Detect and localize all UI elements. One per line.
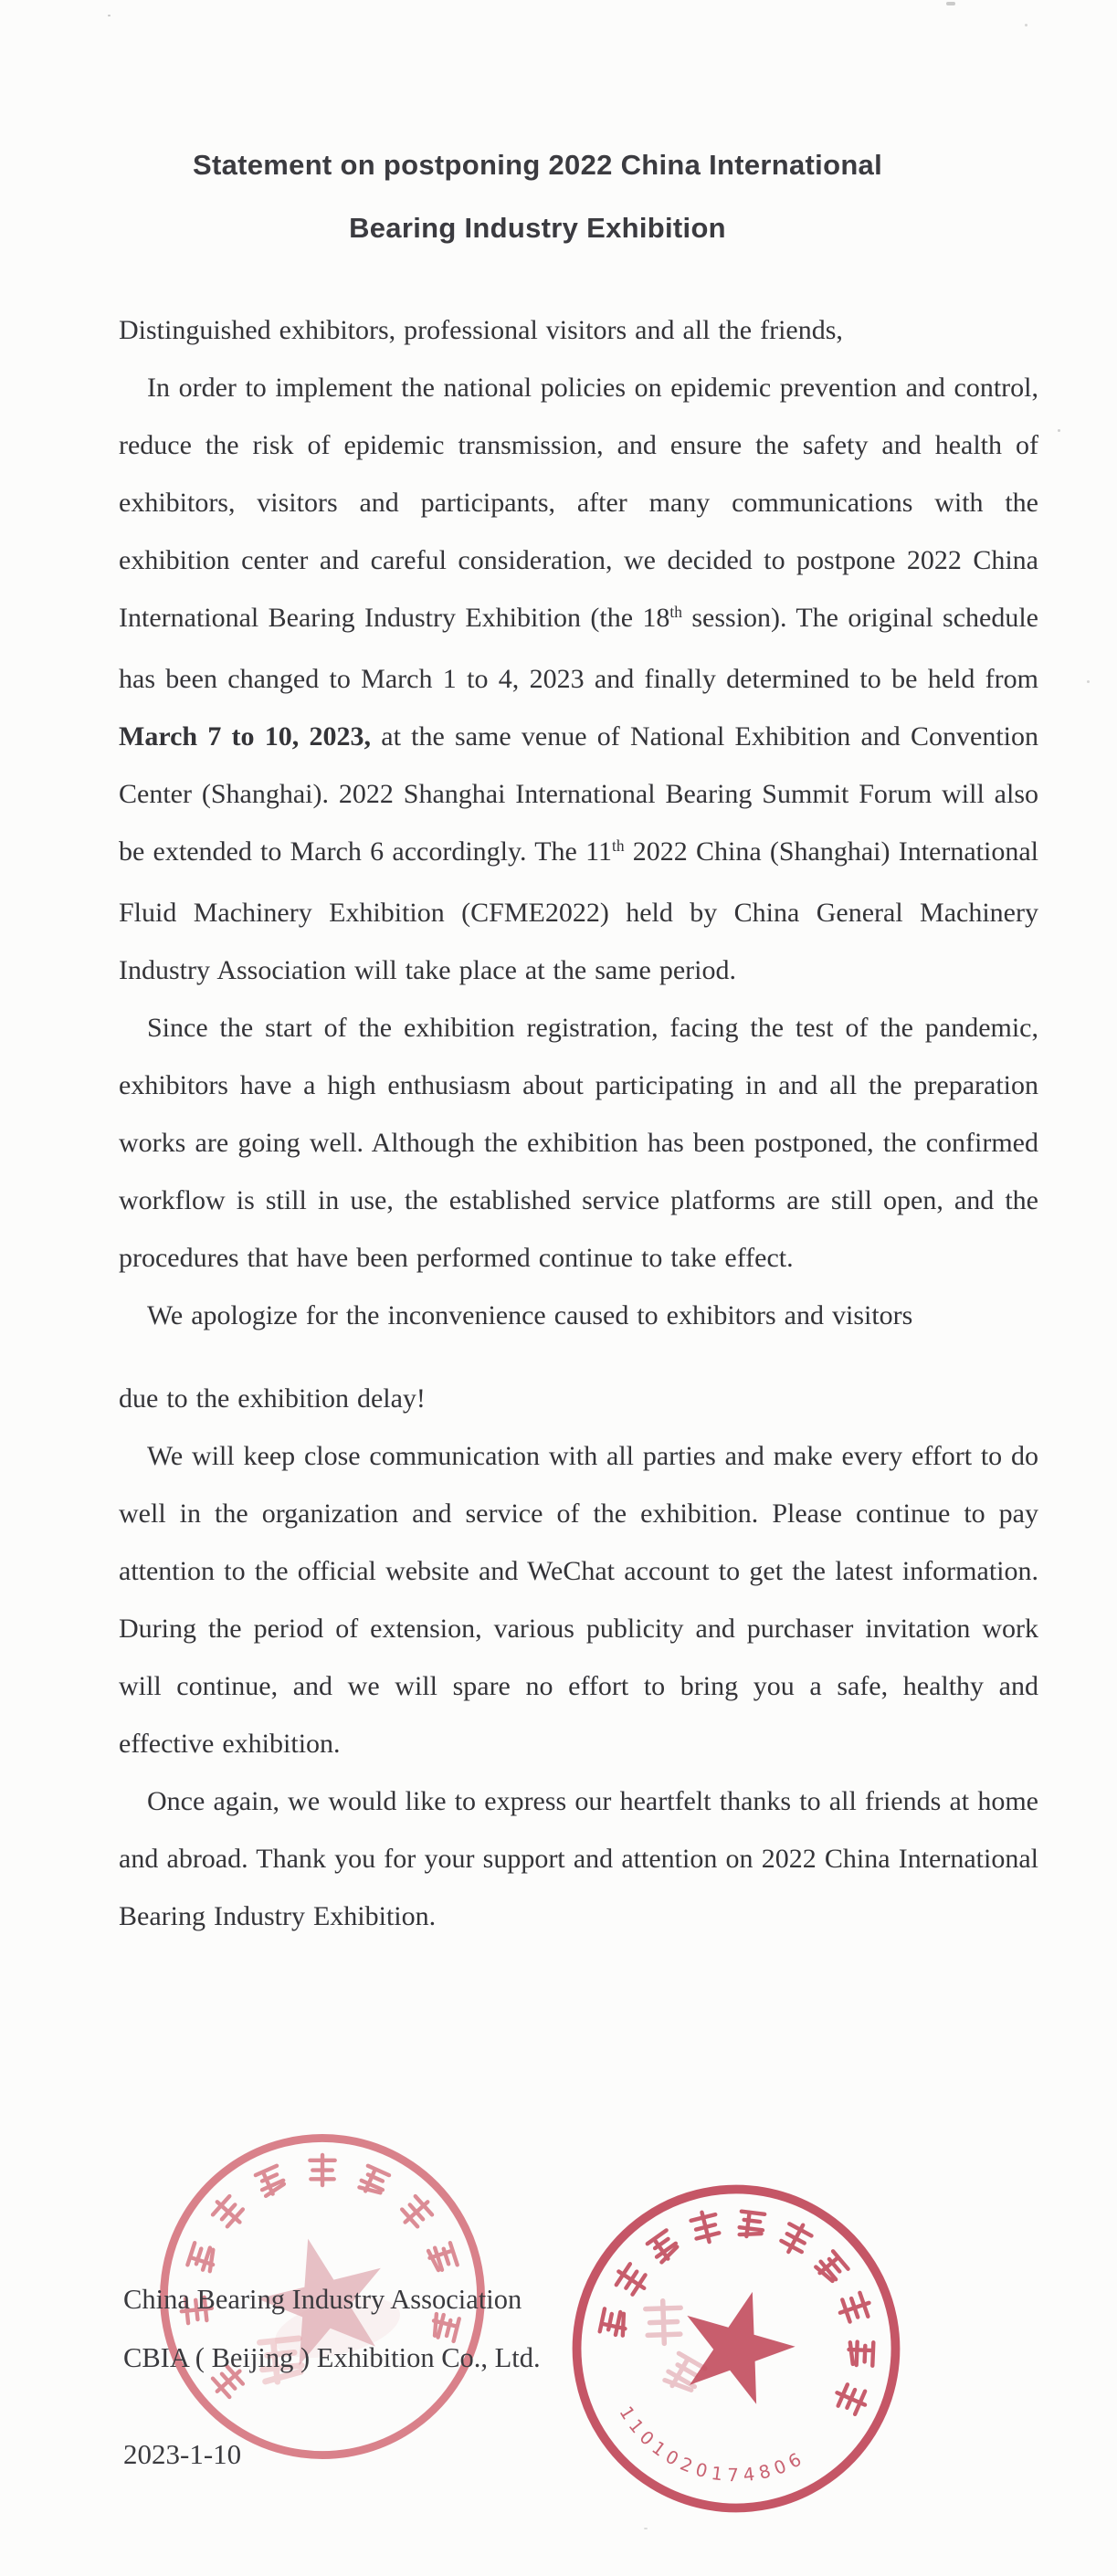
title-line-2: Bearing Industry Exhibition (349, 212, 726, 244)
scan-artifact (1025, 24, 1027, 26)
company-seal-stamp (557, 2170, 915, 2528)
paragraph-postponement (119, 359, 1038, 999)
text-segment: at the same venue of National Exhibition and Convention Center (Shanghai). 2022 Shanghai International Bearing Summit Forum will also be extended to March 6 accordingly. The 11 (119, 721, 1038, 867)
text-segment: Since the start of the exhibition registration, facing the test of the pandemic, exhibitors have a high enthusiasm about participating in and all the preparation works are going well. Although the exhibition has been postponed, the confirmed workflow is still in use, the established service platforms are still open, and the procedures that have been performed continue to take effect. (119, 1013, 1038, 1273)
stamp-serial-number: 1101020174806 (615, 2403, 810, 2487)
document-title (119, 133, 1038, 259)
text-segment: We apologize for the inconvenience caused to exhibitors and visitors (147, 1300, 913, 1330)
signature-company: CBIA ( Beijing ) Exhibition Co., Ltd. (123, 2342, 541, 2373)
paragraph-thanks (119, 1772, 1038, 1945)
text-segment: session). The original schedule has been changed to March 1 to 4, 2023 and finally determined to be held from (119, 603, 1038, 694)
text-segment: 2022 China (Shanghai) International Fluid Machinery Exhibition (CFME2022) held by China General Machinery Industry Association will take place at the same period. (119, 836, 1038, 985)
scan-artifact (644, 2528, 648, 2529)
text-segment: March 7 to 10, 2023, (119, 721, 372, 752)
scan-artifact (946, 2, 955, 5)
document-body (119, 301, 1038, 1945)
text-segment: th (669, 603, 682, 622)
text-segment: Distinguished exhibitors, professional visitors and all the friends, (119, 315, 843, 345)
text-segment: Once again, we would like to express our heartfelt thanks to all friends at home and abroad. Thank you for your support and attention on 2022 China International Bearing Industry Exhibition. (119, 1786, 1038, 1931)
text-segment: In order to implement the national policies on epidemic prevention and control, reduce the risk of epidemic transmission, and ensure the safety and health of exhibitors, visitors and participants, after many communications with the exhibition center and careful consideration, we decided to postpone 2022 China International Bearing Industry Exhibition (the 18 (119, 373, 1038, 633)
scan-artifact (108, 15, 111, 16)
signature-block (123, 2270, 541, 2387)
title-line-1: Statement on postponing 2022 China International (192, 149, 883, 181)
text-segment: We will keep close communication with all parties and make every effort to do well in the organization and service of the exhibition. Please continue to pay attention to the official website and WeChat account to get the latest information. During the period of extension, various publicity and purchaser invitation work will continue, and we will spare no effort to bring you a safe, healthy and effective exhibition. (119, 1441, 1038, 1759)
paragraph-registration (119, 999, 1038, 1287)
paragraph-communication (119, 1427, 1038, 1772)
scan-artifact (1087, 680, 1090, 683)
paragraph-apology-continuation (119, 1370, 1038, 1427)
salutation (119, 301, 1038, 359)
document-date: 2023-1-10 (123, 2438, 242, 2470)
scan-artifact (1058, 429, 1060, 432)
text-segment: th (611, 836, 625, 856)
stamp-faded-inner-marks (630, 2295, 716, 2398)
signature-organization: China Bearing Industry Association (123, 2284, 522, 2315)
paragraph-apology (119, 1287, 1038, 1344)
text-segment: due to the exhibition delay! (119, 1383, 426, 1414)
